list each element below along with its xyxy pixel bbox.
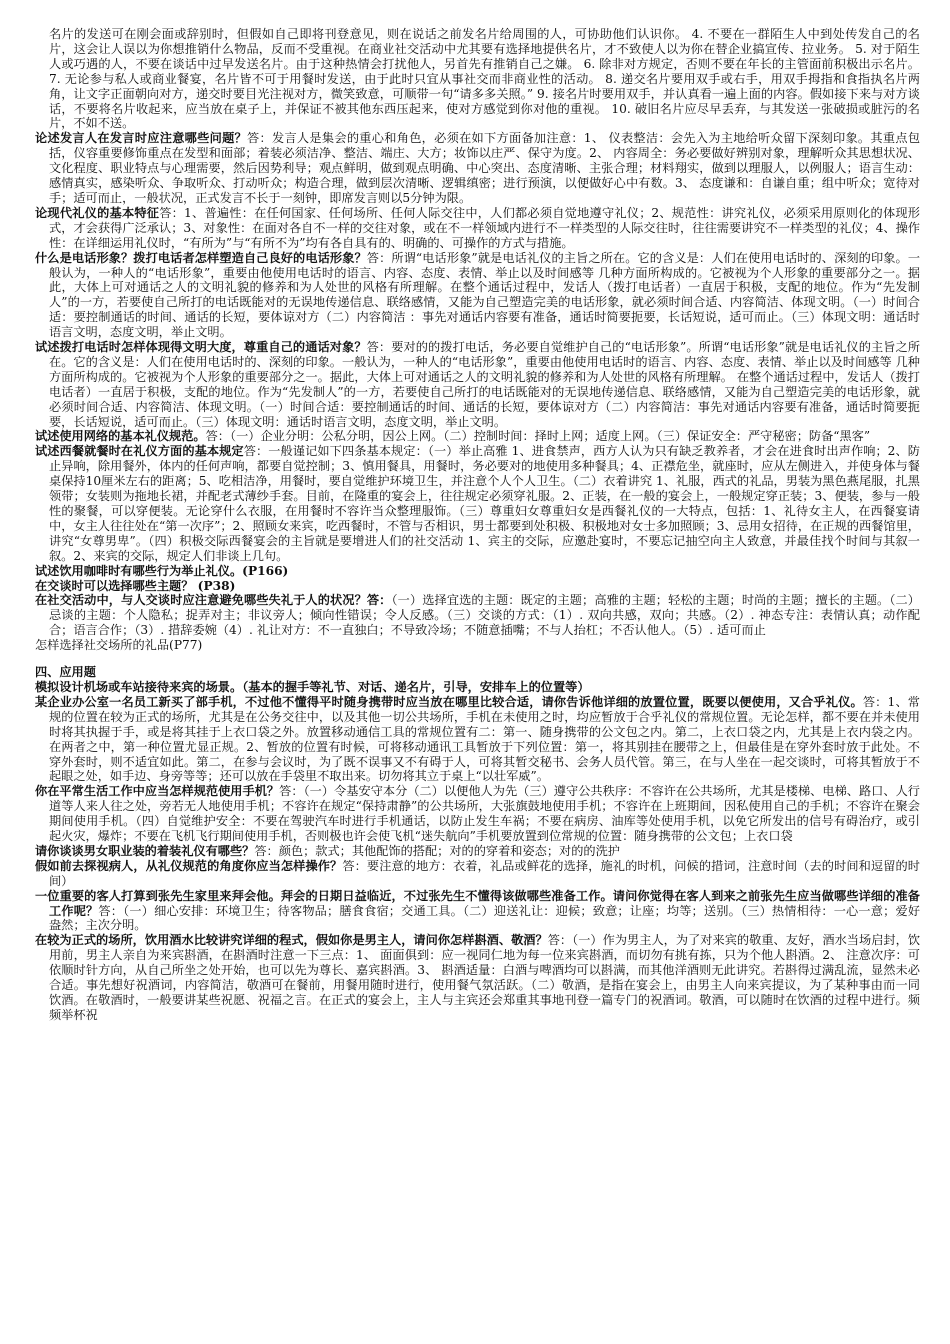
question-text: 论述发言人在发言时应注意哪些问题？ bbox=[35, 131, 248, 146]
answer-text: 答：颜色；款式；其他配饰的搭配；对的的穿着和姿态；对的的洗护 bbox=[254, 843, 620, 858]
qa-paragraph bbox=[35, 444, 920, 563]
question-text: 在社交活动中，与人交谈时应注意避免哪些失礼于人的状况？答： bbox=[35, 593, 392, 608]
question-text: 在交谈时可以选择哪些主题？ (P38) bbox=[35, 578, 236, 593]
answer-text: （一）选择宜选的主题：既定的主题；高雅的主题；轻松的主题；时尚的主题；擅长的主题。（二）忌谈的主题：个人隐私；捉弄对主；非议旁人；倾向性错误；令人反感。（三）交谈的方式：（1）. 双向共感，双向；共感。（2）. 神态专注：表情认真；动作配合；语言合作；（3）. 措辞委婉（4）. 礼让对方：不一直独白；不导致冷场；不随意插嘴；不与人抬杠；不否认他人。（5）. 适可而止 bbox=[49, 593, 920, 638]
question-text: 什么是电话形象？拨打电话者怎样塑造自己良好的电话形象？ bbox=[35, 250, 367, 265]
qa-paragraph bbox=[35, 251, 920, 340]
qa-paragraph bbox=[35, 579, 920, 594]
answer-text: 答：所谓“电话形象”就是电话礼仪的主旨之所在。它的含义是：人们在使用电话时的、深刻的印象。一般认为，一种人的“电话形象”，重要由他使用电话时的语言、内容、态度、表情、举止以及时间感等 几种方面所构成的。它被视为个人形象的重要部分之一。据此，大体上可对通话之人的文明礼貌的修养和为人处世的风格有所理解。在整个通话过程中，发话人（拨打电话者）一直居于积极，支配的地位。作为“先发制人”的一方，若要使自己所打的电话既能对的无误地传递信息、联络感情，又能为自己塑造完美的电话形象，就必须时间合适、内容简洁、体现文明。（一）时间合适：要控制通话的时间、通话的长短，要体谅对方（二）内容简洁 ：事先对通话内容要有准备，通话时简要扼要，长话短说，适可而止。（三）体现文明：通话时语言文明，态度文明，举止文明。 bbox=[49, 250, 921, 340]
answer-text: 答：（一）细心安排：环境卫生；待客物品；膳食食宿；交通工具。（二）迎送礼让：迎候；致意；让座；均等；送别。（三）热情相待：一心一意；爱好盎然；主次分明。 bbox=[49, 903, 921, 933]
qa-paragraph bbox=[35, 889, 920, 934]
question-text: 论现代礼仪的基本特征 bbox=[35, 205, 160, 220]
question-text: 试述饮用咖啡时有哪些行为举止礼仪。(P166) bbox=[35, 563, 289, 578]
answer-text: 答：1、普遍性：在任何国家、任何场所、任何人际交往中，人们都必须自觉地遵守礼仪；2、规范性：讲究礼仪，必须采用原则化的体现形式，才会获得广泛承认；3、对象性：在面对各自不一样的交往对象，或在不一样领域内进行不一样类型的人际交往时，往往需要讲究不一样类型的礼仪；4、操作性：在详细运用礼仪时，“有所为”与“有所不为”均有各自具有的、明确的、可操作的方式与措施。 bbox=[49, 205, 920, 250]
answer-text: 答：（一）令基安守本分（二）以便他人为先（三）遵守公共秩序：不容许在公共场所，尤其是楼梯、电梯、路口、人行道等人来人往之处，旁若无人地使用手机；不容许在规定“保持肃静”的公共场所，大张旗鼓地使用手机；不容许在上班期间，因私使用自己的手机；不容许在聚会期间使用手机。（四）自觉维护安全：不要在驾驶汽车时进行手机通话，以防止发生车祸；不要在病房、油库等处使用手机，以免它所发出的信号有碍治疗，或引起火灾，爆炸；不要在飞机飞行期间使用手机，否则极也许会使飞机“迷失航向”手机要放置到位常规的位置：随身携带的公文包；上衣口袋 bbox=[49, 784, 920, 844]
qa-paragraph bbox=[35, 340, 920, 429]
question-text: 一位重要的客人打算到张先生家里来拜会他。拜会的日期日益临近，不过张先生不懂得该做哪些准备工作。请问你觉得在客人到来之前张先生应当做哪些详细的准备工作呢？ bbox=[35, 888, 920, 918]
question-text: 某企业办公室一名员工新买了部手机，不过他不懂得平时随身携带时应当放在哪里比较合适，请你告诉他详细的放置位置，既要以便使用，又合乎礼仪。 bbox=[35, 694, 863, 709]
qa-paragraph bbox=[35, 695, 920, 784]
question-text: 你在平常生活工作中应当怎样规范使用手机？ bbox=[35, 784, 280, 799]
section-heading: 模拟设计机场或车站接待来宾的场景。（基本的握手等礼节、对话、递名片，引导，安排车上的位置等） bbox=[35, 679, 590, 694]
question-text: 假如前去探视病人，从礼仪规范的角度你应当怎样操作？ bbox=[35, 858, 343, 873]
question-text: 请你谈谈男女职业装的着装礼仪有哪些？ bbox=[35, 843, 255, 858]
question-text: 试述拨打电话时怎样体现得文明大度，尊重自己的通话对象？ bbox=[35, 340, 367, 355]
qa-paragraph bbox=[35, 429, 920, 444]
question-text: 试述西餐就餐时在礼仪方面的基本规定 bbox=[35, 444, 244, 459]
answer-text: 答：（一）作为男主人，为了对来宾的敬重、友好，酒水当场启封，饮用前，男主人亲自为来宾斟酒，在斟酒时注意一下三点：1、 面面俱到：应一视同仁地为每一位来宾斟酒，而切勿有挑有拣，只为个他人斟酒。2、 注意次序：可依顺时针方向，从自己所坐之处开始，也可以先为尊长、嘉宾斟酒。3、 斟酒适量：白酒与啤酒均可以斟满，而其他洋酒则无此讲究。若斟得过满乱流，显然未必合适。事先想好祝酒词，内容简洁，敬酒可在餐前，用餐用随时进行，使用餐气氛活跃。（二）敬酒，是指在宴会上，由男主人向来宾提议，为了某种事由而一同饮酒。在敬酒时，一般要讲某些祝愿、祝福之言。在正式的宴会上，主人与主宾还会郑重其事地刊登一篇专门的祝酒词。敬酒，可以随时在饮酒的过程中进行。频频举杯祝 bbox=[49, 933, 921, 1022]
answer-text: 答：要对的的拨打电话，务必要自觉维护自己的“电话形象”。所谓“电话形象”就是电话礼仪的主旨之所在。它的含义是：人们在使用电话时的、深刻的印象。一般认为，一种人的“电话形象”，重要由他使用电话时的语言、内容、态度、表情、举止以及时间感等 几种方面所构成的。它被视为个人形象的重要部分之一。据此，大体上可对通话之人的文明礼貌的修养和为人处世的风格有所理解。 在整个通话过程中，发话人（拨打电话者）一直居于积极，支配的地位。作为“先发制人”的一方，若要使自己所打的电话既能对的无误地传递信息、联络感情，又能为自己塑造完美的电话形象，就必须时间合适、内容简洁、体现文明。（一）时间合适：要控制通话的时间、通话的长短，要体谅对方（二）内容简洁：事先对通话内容要有准备，通话时简要扼要，长话短说，适可而止。（三）体现文明：通话时语言文明，态度文明，举止文明。 bbox=[49, 340, 921, 429]
question-text: 试述使用网络的基本礼仪规范。 bbox=[35, 429, 206, 444]
qa-paragraph bbox=[35, 859, 920, 889]
text-paragraph bbox=[35, 638, 920, 653]
answer-text: 名片的发送可在刚会面或辞别时，但假如自己即将刊登意见，则在说话之前发名片给周围的人，可协助他们认识你。 4. 不要在一群陌生人中到处传发自己的名片，这会让人误以为你想推销什么物品，反而不受重视。在商业社交活动中尤其要有选择地提供名片，才不致使人以为你在替企业搞宣传、拉业务。 5. 对于陌生人或巧遇的人，不要在谈话中过早发送名片。由于这种热情会打扰他人，另首先有推销自己之嫌。 6. 除非对方规定，否则不要在年长的主管面前积极出示名片。 7. 无论参与私人或商业餐宴，名片皆不可于用餐时发送，由于此时只宜从事社交而非商业性的活动。 8. 递交名片要用双手或右手，用双手拇指和食指执名片两角，让文字正面朝向对方，递交时要目光注视对方，微笑致意，可顺带一句“请多多关照。” 9. 接名片时要用双手，并认真看一遍上面的内容。假如接下来与对方谈话，不要将名片收起来，应当放在桌子上，并保证不被其他东西压起来，使对方感觉到你对他的重视。 10. 破旧名片应尽早丢弃，与其发送一张破损或脏污的名片，不如不送。 bbox=[49, 27, 920, 131]
text-paragraph bbox=[35, 27, 920, 131]
answer-text: 答：（一）企业分明：公私分明，因公上网。（二）控制时间：择时上网；适度上网。（三）保证安全：严守秘密；防备“黑客” bbox=[205, 429, 871, 444]
answer-text: 答：一般谨记如下四条基本规定：（一）举止高雅 1、进食禁声，西方人认为只有缺乏教养者，才会在进食时出声作响；2、防止异响，除用餐外，体内的任何声响，都要自觉控制；3、慎用餐具，用餐时，务必要对的地使用多种餐具；4、正襟危坐，就座时，应从左侧进入，并使身体与餐桌保持10厘米左右的距离；5、吃相洁净，用餐时，要自觉维护环境卫生，并注意个人个人卫生。（二）衣着讲究 1、礼服，西式的礼品，男装为黑色燕尾服，扎黑领带；女装则为拖地长裙，并配老式薄纱手套。目前，在隆重的宴会上，往往规定必须穿礼服。2、正装，在一般的宴会上，一般规定穿正装；3、便装，参与一般性的聚餐，可以穿便装。无论穿什么衣服，在用餐时不容许当众整理服饰。（三）尊重妇女尊重妇女是西餐礼仪的一大特点，包括：1、礼待女主人，在西餐宴请中，女主人往往处在“第一次序”；2、照顾女来宾，吃西餐时，不管与否相识，男士都要到处积极、积极地对女士多加照顾；3、忌用女招待，在正规的西餐馆里，讲究“女尊男卑”。（四）积极交际西餐宴会的主旨就是要增进人们的社交活动 1、宾主的交际，应邀赴宴时，不要忘记抽空向主人致意，并最佳找个时间与其叙一叙。2、来宾的交际，规定人们非谈上几句。 bbox=[49, 444, 920, 563]
answer-text: 怎样选择社交场所的礼品(P77) bbox=[35, 638, 203, 653]
qa-paragraph bbox=[35, 564, 920, 579]
answer-text: 答：要注意的地方：衣着，礼品或鲜花的选择，施礼的时机，问候的措词，注意时间（去的时间和逗留的时间） bbox=[49, 858, 920, 888]
qa-paragraph bbox=[35, 784, 920, 844]
qa-paragraph bbox=[35, 206, 920, 251]
qa-paragraph bbox=[35, 933, 920, 1022]
qa-paragraph bbox=[35, 844, 920, 859]
section-gap bbox=[35, 653, 920, 665]
section-heading: 四、应用题 bbox=[35, 665, 96, 680]
answer-text: 答：发言人是集会的重心和角色，必须在如下方面备加注意：1、 仪表整洁：会先入为主地给听众留下深刻印象。其重点包括，仪容重要修饰重点在发型和面部；着装必须洁净、整洁、端庄、大方；妆饰以庄严、保守为度。2、 内容周全：务必要做好辨别对象，理解听众其思想状况、文化程度、职业特点与心理需要，然后因势利导；观点鲜明，做到观点明确、中心突出、态度清晰、主张合理；材料翔实，做到以理服人，以例服人；语言生动：感情真实，感染听众、争取听众、打动听众；构造合理，做到层次清晰、逻辑缜密；进行预演，以便做好心中有数。3、 态度谦和：自谦自重；组中听众；宽待对手；适可而止，一般状况，正式发言不长于一刻钟，即席发言则以5分钟为限。 bbox=[49, 131, 921, 205]
question-text: 在较为正式的场所，饮用酒水比较讲究详细的程式，假如你是男主人，请问你怎样斟酒、敬酒？ bbox=[35, 933, 548, 948]
qa-paragraph bbox=[35, 131, 920, 206]
qa-paragraph bbox=[35, 593, 920, 638]
answer-text: 答：1、常规的位置在较为正式的场所，尤其是在公务交往中，以及其他一切公共场所，手机在未使用之时，均应暂放于合乎礼仪的常规位置。无论怎样，都不要在并未使用时将其执握于手，或是将其挂于上衣口袋之外。放置移动通信工具的常规位置有二：第一、随身携带的公文包之内。第二，上衣口袋之内，尤其是上衣内袋之内。在两者之中，第一种位置尤显正规。2、暂放的位置有时候，可将移动通讯工具暂放于下列位置：第一，将其别挂在腰带之上，但最佳是在穿外套时放于此处。不穿外套时，则不适宜如此。第二，在参与会议时，为了既不误事又不有碍于人，可将其暂交秘书、会务人员代管。第三，在与人坐在一起交谈时，可将其暂放于不起眼之处，如手边、身旁等等；还可以放在手袋里不取出来。切勿将其立于桌上“以壮军威”。 bbox=[49, 694, 920, 784]
